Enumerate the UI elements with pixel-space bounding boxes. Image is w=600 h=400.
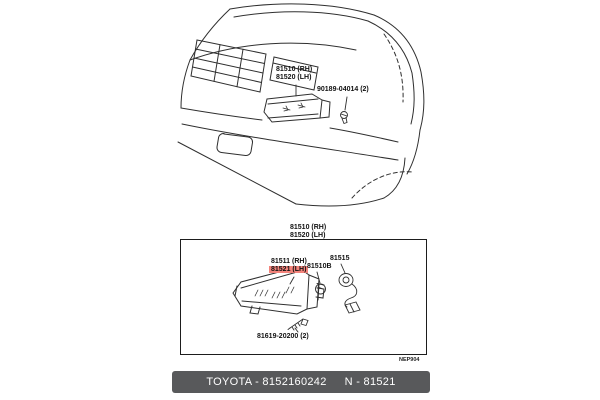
part-number-text: 81510 (RH) — [290, 224, 327, 231]
footer-part-number-bar — [172, 371, 430, 393]
part-number-text: 81619-20200 (2) — [257, 333, 309, 340]
part-label-81510-81520-top[interactable] — [276, 66, 312, 81]
fog-hole — [217, 133, 253, 155]
grille — [191, 40, 266, 92]
footer-catalog-code: N - 81521 — [344, 376, 396, 388]
part-label-81619-20200[interactable] — [257, 333, 309, 341]
detail-box-title[interactable] — [290, 224, 326, 239]
leader-line — [290, 277, 294, 284]
part-number-text: 81520 (LH) — [276, 73, 312, 81]
part-label-81510b[interactable] — [307, 263, 332, 271]
leader-line — [341, 264, 345, 273]
part-number-text: 81510B — [307, 263, 332, 270]
figure-code: NEP904 — [399, 357, 420, 363]
vehicle-front-drawing — [178, 4, 424, 206]
footer-part-number: TOYOTA - 8152160242 — [206, 376, 327, 388]
part-number-text: 81511 (RH) — [271, 258, 307, 265]
turn-signal-lamp-top-view — [264, 94, 330, 122]
part-number-text: 81510 (RH) — [276, 66, 313, 73]
part-number-text: 90189-04014 (2) — [317, 86, 369, 93]
part-number-text: 81520 (LH) — [290, 231, 326, 239]
leader-line — [295, 328, 298, 332]
lamp-assembly-drawing — [233, 267, 324, 314]
socket-drawing — [339, 264, 360, 313]
part-label-90189-04014[interactable] — [317, 86, 369, 94]
part-label-81515[interactable] — [330, 255, 349, 263]
highlighted-part-number[interactable]: 81521 (LH) — [271, 265, 307, 273]
part-number-text: 81515 — [330, 255, 350, 262]
screw-drawing — [288, 319, 308, 332]
leader-line — [345, 97, 347, 110]
part-label-81511-81521[interactable] — [269, 258, 308, 273]
